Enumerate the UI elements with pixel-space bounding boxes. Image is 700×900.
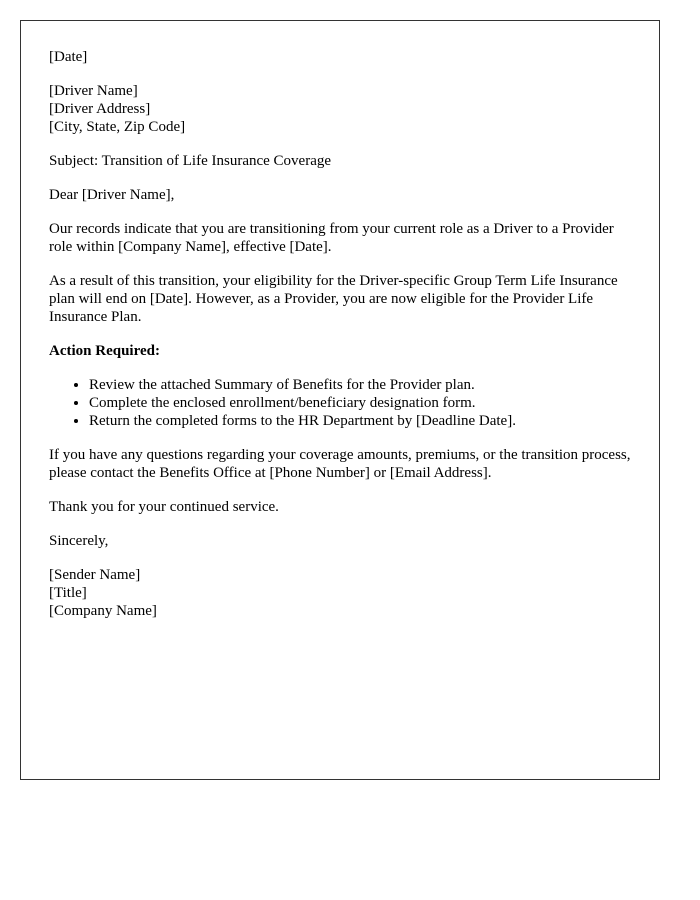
recipient-city-state-zip: [City, State, Zip Code] — [49, 119, 186, 135]
action-required-heading: Action Required: — [49, 343, 160, 359]
sender-signature-block — [49, 566, 631, 620]
thanks-line: Thank you for your continued service. — [49, 499, 279, 515]
recipient-address: [Driver Address] — [49, 101, 151, 117]
eligibility-paragraph: As a result of this transition, your eligibility for the Driver-specific Group Term Life Insurance plan will end on [Date]. However, as a Provider, you are now eligible for the Provider Life Insurance Plan. — [49, 273, 618, 325]
closing-line: Sincerely, — [49, 533, 109, 549]
recipient-address-block — [49, 82, 631, 136]
questions-paragraph: If you have any questions regarding your coverage amounts, premiums, or the transition process, please contact the Benefits Office at [Phone Number] or [Email Address]. — [49, 447, 631, 481]
letter-date: [Date] — [49, 49, 88, 65]
list-item: • Return the completed forms to the HR Department by [Deadline Date]. — [89, 412, 631, 430]
list-item: • Review the attached Summary of Benefits for the Provider plan. — [89, 376, 631, 394]
sender-name: [Sender Name] — [49, 567, 141, 583]
sender-company: [Company Name] — [49, 603, 157, 619]
transition-paragraph: Our records indicate that you are transitioning from your current role as a Driver to a Provider role within [Company Name], effective [Date]. — [49, 221, 614, 255]
letter-salutation: Dear [Driver Name], — [49, 187, 175, 203]
recipient-name: [Driver Name] — [49, 83, 138, 99]
sender-title: [Title] — [49, 585, 87, 601]
list-item: • Complete the enclosed enrollment/beneficiary designation form. — [89, 394, 631, 412]
letter-document — [20, 20, 660, 780]
letter-subject: Subject: Transition of Life Insurance Coverage — [49, 153, 332, 169]
action-list — [49, 376, 631, 430]
